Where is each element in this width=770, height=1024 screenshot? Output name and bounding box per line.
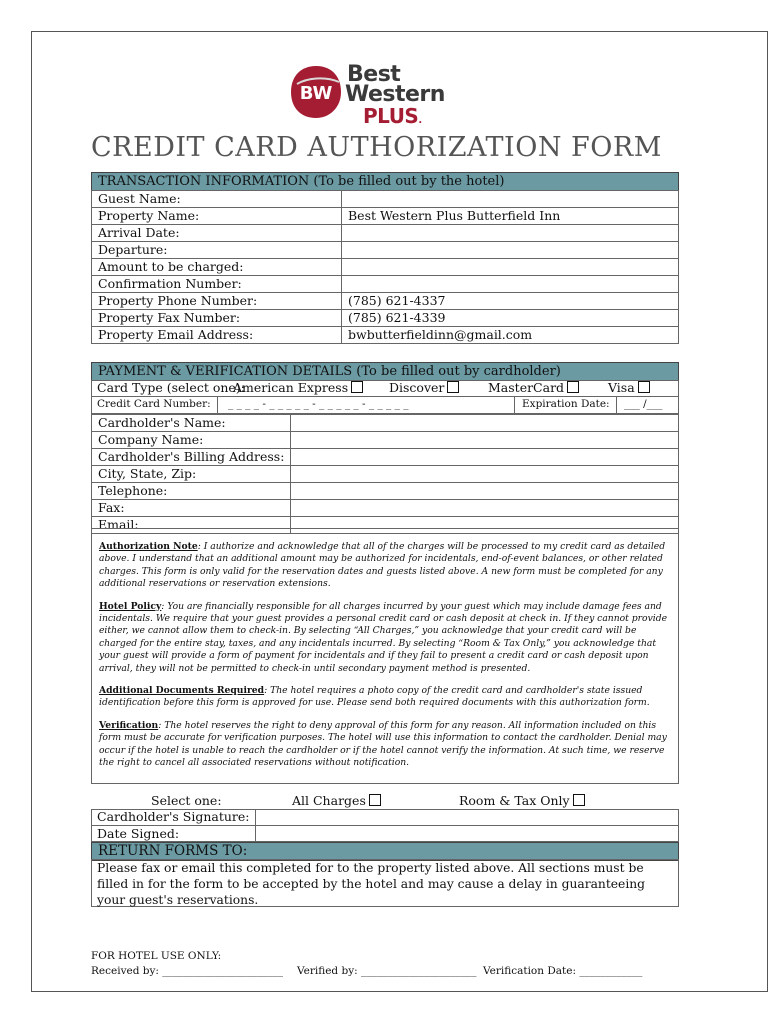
transaction-row [92, 327, 679, 344]
expiration-label: Expiration Date: [522, 398, 610, 410]
verified-by[interactable]: Verified by: ______________________ [297, 965, 477, 977]
cardholder-row [92, 483, 679, 500]
card-type-label: Card Type (select one): [97, 380, 245, 395]
transaction-value[interactable] [342, 276, 679, 293]
transaction-value[interactable]: (785) 621-4339 [342, 310, 679, 327]
transaction-label: Guest Name: [92, 191, 342, 208]
expiration-field[interactable]: ___ /___ [624, 398, 663, 410]
additional-documents: Additional Documents Required: The hotel requires a photo copy of the credit card and cardholder's state issued identification before this form is approved for use. Please send both required documents with this authorization form. [99, 685, 650, 709]
room-tax-checkbox[interactable] [573, 794, 585, 806]
cardholder-table [91, 414, 679, 534]
visa-checkbox[interactable] [638, 381, 650, 393]
date-signed-field[interactable] [255, 825, 679, 842]
cardholder-label: Cardholder's Billing Address: [92, 449, 291, 466]
cardholder-row [92, 466, 679, 483]
transaction-row [92, 293, 679, 310]
amex-checkbox[interactable] [351, 381, 363, 393]
transaction-label: Property Fax Number: [92, 310, 342, 327]
card-type-mastercard[interactable]: MasterCard [488, 380, 579, 395]
transaction-label: Arrival Date: [92, 225, 342, 242]
transaction-value[interactable] [342, 191, 679, 208]
verification-note: Verification: The hotel reserves the right to deny approval of this form for any reason. All information included on this form must be accurate for verification purposes. The hotel will use this information to contact the cardholder. Denial may occur if the hotel is unable to reach the cardholder or if the hotel cannot verify the information. At such time, we reserve the right to cancel all associated reservations without notification. [99, 719, 667, 769]
card-type-amex[interactable]: American Express [233, 380, 363, 395]
page-title: CREDIT CARD AUTHORIZATION FORM [91, 132, 662, 163]
card-number-label: Credit Card Number: [97, 398, 211, 410]
transaction-label: Amount to be charged: [92, 259, 342, 276]
signature-label: Cardholder's Signature: [97, 809, 250, 824]
cardholder-field[interactable] [291, 500, 679, 517]
authorization-note: Authorization Note: I authorize and acknowledge that all of the charges will be processed to my credit card as detailed above. I understand that an additional amount may be authorized for incidentals, end-of-event balances, or other related charges. This form is only valid for the reservation dates and guests listed above. A new form must be completed for any additional reservations or reservation extensions. [99, 541, 666, 590]
select-one-label: Select one: [151, 793, 222, 808]
transaction-value[interactable]: Best Western Plus Butterfield Inn [342, 208, 679, 225]
cardholder-row [92, 449, 679, 466]
cardholder-label: Telephone: [92, 483, 291, 500]
cardholder-field[interactable] [291, 466, 679, 483]
best-western-plus-logo [289, 62, 445, 134]
transaction-table [91, 190, 679, 344]
logo-monogram: BW [299, 83, 333, 104]
received-by[interactable]: Received by: _______________________ [91, 965, 284, 977]
cardholder-field[interactable] [291, 449, 679, 466]
transaction-row [92, 191, 679, 208]
transaction-row [92, 225, 679, 242]
transaction-label: Property Name: [92, 208, 342, 225]
transaction-value[interactable] [342, 242, 679, 259]
transaction-value[interactable] [342, 259, 679, 276]
cardholder-row [92, 415, 679, 432]
return-forms-text: Please fax or email this completed for to the property listed above. All sections must be filled in for the form to be accepted by the hotel and may cause a delay in guaranteeing your guest's reservations. [97, 861, 646, 907]
cardholder-label: Email: [92, 517, 291, 534]
transaction-label: Property Email Address: [92, 327, 342, 344]
cardholder-field[interactable] [291, 483, 679, 500]
logo-plus: PLUS. [363, 104, 422, 128]
cardholder-row [92, 432, 679, 449]
cardholder-field[interactable] [291, 432, 679, 449]
transaction-value[interactable]: (785) 621-4337 [342, 293, 679, 310]
terms-notes [91, 528, 679, 784]
transaction-header: TRANSACTION INFORMATION (To be filled out by the hotel) [91, 172, 679, 191]
transaction-row [92, 242, 679, 259]
discover-checkbox[interactable] [447, 381, 459, 393]
transaction-label: Confirmation Number: [92, 276, 342, 293]
cardholder-row [92, 500, 679, 517]
date-signed-label: Date Signed: [97, 826, 180, 841]
mastercard-checkbox[interactable] [567, 381, 579, 393]
payment-header: PAYMENT & VERIFICATION DETAILS (To be filled out by cardholder) [91, 362, 679, 381]
transaction-row [92, 310, 679, 327]
signature-field[interactable] [255, 809, 679, 826]
transaction-value[interactable] [342, 225, 679, 242]
card-number-field[interactable]: _ _ _ _ - _ _ _ _ _ - _ _ _ _ _ - _ _ _ _ _ [228, 398, 409, 410]
transaction-label: Property Phone Number: [92, 293, 342, 310]
option-room-tax-only[interactable]: Room & Tax Only [459, 793, 585, 808]
hotel-policy: Hotel Policy: You are financially responsible for all charges incurred by your guest which may include damage fees and incidentals. We require that your guest provides a personal credit card or cash deposit at check in. If they cannot provide either, we cannot allow them to check-in. By selecting “All Charges,” you acknowledge that your credit card will be charged for the entire stay, taxes, and any incidentals incurred. By selecting “Room & Tax Only,” you acknowledge that your guest will provide a form of payment for incidentals and if they fail to present a credit card or cash deposit upon arrival, they will not be permitted to check-in until secondary payment method is presented. [99, 600, 668, 674]
cardholder-label: Fax: [92, 500, 291, 517]
transaction-row [92, 259, 679, 276]
cardholder-label: City, State, Zip: [92, 466, 291, 483]
logo-best: Best [347, 62, 401, 87]
verification-date[interactable]: Verification Date: ____________ [483, 965, 643, 977]
option-all-charges[interactable]: All Charges [292, 793, 381, 808]
bw-crest-icon [289, 64, 343, 120]
transaction-row [92, 276, 679, 293]
all-charges-checkbox[interactable] [369, 794, 381, 806]
card-type-visa[interactable]: Visa [608, 380, 650, 395]
transaction-row [92, 208, 679, 225]
cardholder-field[interactable] [291, 415, 679, 432]
cardholder-label: Cardholder's Name: [92, 415, 291, 432]
hotel-use-title: FOR HOTEL USE ONLY: [91, 950, 222, 962]
cardholder-label: Company Name: [92, 432, 291, 449]
card-type-discover[interactable]: Discover [389, 380, 459, 395]
transaction-value[interactable]: bwbutterfieldinn@gmail.com [342, 327, 679, 344]
transaction-label: Departure: [92, 242, 342, 259]
return-forms-header: RETURN FORMS TO: [91, 842, 679, 861]
logo-western: Western [345, 82, 445, 107]
